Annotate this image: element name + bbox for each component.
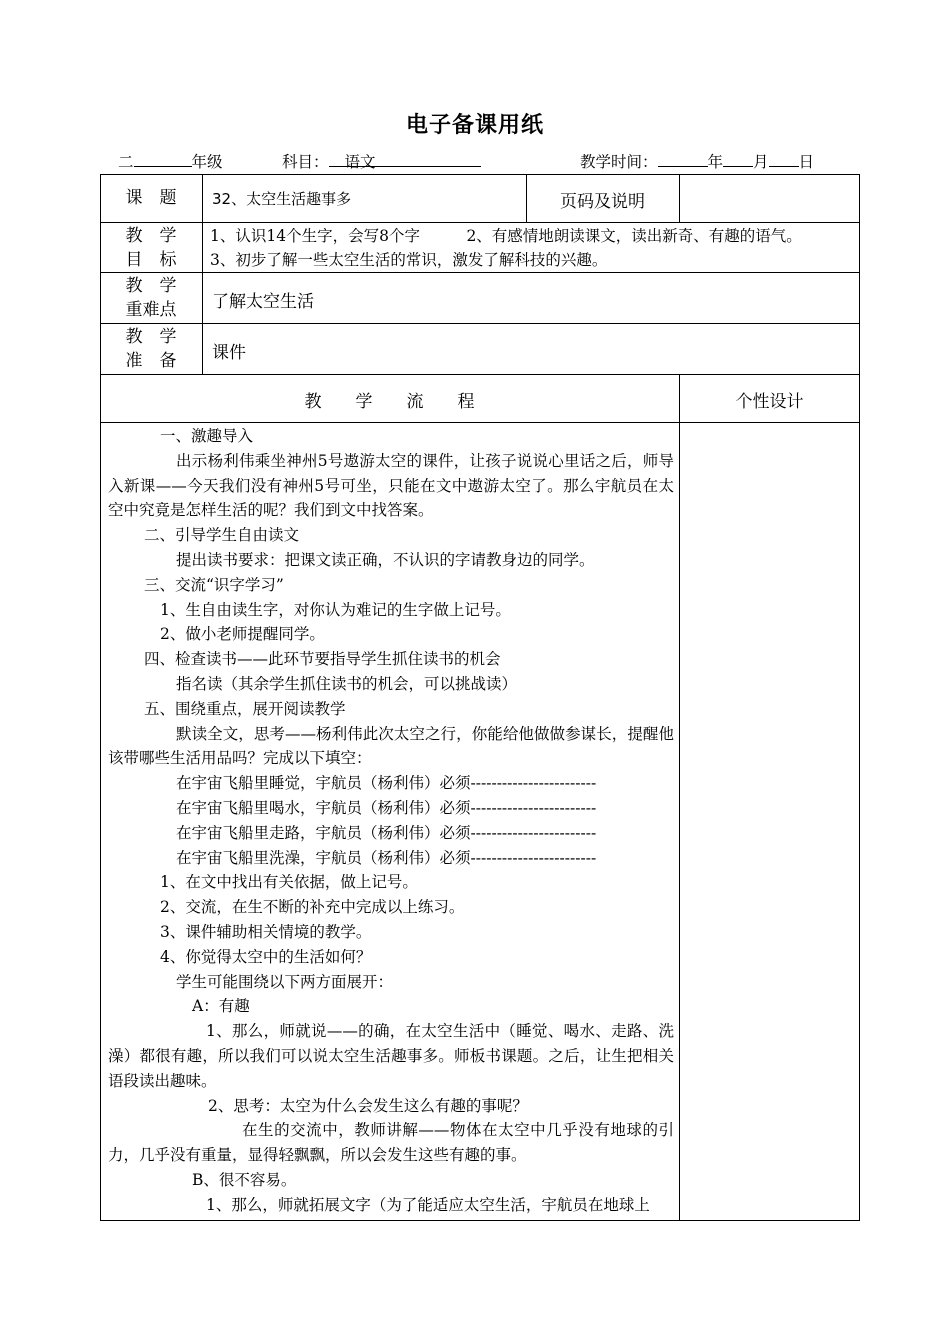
flow-heading: 四、检查读书——此环节要指导学生抓住读书的机会 bbox=[144, 650, 501, 669]
prep-label-line: 准 备 bbox=[125, 351, 177, 371]
flow-paragraph: 1、那么，师就拓展文字（为了能适应太空生活，宇航员在地球上 bbox=[206, 1195, 650, 1214]
subject-label: 科目： bbox=[282, 153, 329, 171]
flow-heading: 三、交流“识字学习” bbox=[144, 575, 284, 594]
day-blank[interactable] bbox=[769, 150, 799, 167]
month-label: 月 bbox=[753, 153, 769, 171]
teaching-flow bbox=[108, 424, 674, 1218]
flow-item: 1、在文中找出有关依据，做上记号。 bbox=[160, 873, 418, 892]
grade-field bbox=[118, 150, 223, 172]
year-label: 年 bbox=[707, 153, 724, 171]
key-label-line: 重难点 bbox=[125, 300, 177, 320]
flow-item: 3、课件辅助相关情境的教学。 bbox=[160, 922, 372, 941]
flow-paragraph: 学生可能围绕以下两方面展开： bbox=[176, 972, 394, 991]
goal-line: 3、初步了解一些太空生活的常识，激发了解科技的兴趣。 bbox=[210, 251, 608, 269]
flow-paragraph: 1、那么，师就说——的确，在太空生活中（睡觉、喝水、走路、洗澡）都很有趣，所以我们可以说太空生活趣事多。师板书课题。之后，让生把相关语段读出趣味。 bbox=[108, 1022, 674, 1090]
day-label: 日 bbox=[798, 153, 815, 171]
subject-blank[interactable] bbox=[329, 150, 481, 171]
page-divider bbox=[679, 174, 680, 222]
flow-paragraph: 默读全文，思考——杨利伟此次太空之行，你能给他做做参谋长，提醒他该带哪些生活用品吗？完成以下填空： bbox=[108, 724, 674, 768]
flow-subheading: A：有趣 bbox=[192, 997, 250, 1016]
flow-paragraph: 在生的交流中，教师讲解——物体在太空中几乎没有地球的引力，几乎没有重量，显得轻飘飘，所以会发生这些有趣的事。 bbox=[108, 1121, 674, 1165]
goal-line: 1、认识14个生字，会写8个字 2、有感情地朗读课文，读出新奇、有趣的语气。 bbox=[210, 227, 802, 245]
grade-prefix: 二 bbox=[118, 153, 134, 171]
topic-label: 课 题 bbox=[125, 188, 177, 208]
fill-in-line: 在宇宙飞船里喝水，宇航员（杨利伟）必须------------------------ bbox=[176, 798, 597, 817]
fill-in-line: 在宇宙飞船里走路，宇航员（杨利伟）必须------------------------ bbox=[176, 823, 597, 842]
goals-label-line: 教 学 bbox=[125, 226, 177, 246]
time-field bbox=[580, 150, 814, 172]
preparation-value: 课件 bbox=[212, 343, 246, 363]
flow-item: 2、交流，在生不断的补充中完成以上练习。 bbox=[160, 898, 465, 917]
row-divider bbox=[100, 222, 860, 223]
goals-value bbox=[210, 224, 802, 272]
label-column-divider bbox=[202, 174, 203, 374]
row-divider bbox=[100, 374, 860, 375]
key-label-line: 教 学 bbox=[125, 276, 177, 296]
prep-label-line: 教 学 bbox=[125, 327, 177, 347]
grade-blank[interactable] bbox=[134, 150, 192, 167]
grade-suffix: 年级 bbox=[191, 153, 223, 171]
row-divider bbox=[100, 323, 860, 324]
time-label: 教学时间： bbox=[580, 153, 658, 171]
topic-value: 32、太空生活趣事多 bbox=[212, 190, 352, 208]
flow-paragraph: 提出读书要求：把课文读正确，不认识的字请教身边的同学。 bbox=[176, 550, 595, 569]
preparation-label bbox=[100, 325, 202, 373]
page-title: 电子备课用纸 bbox=[405, 113, 544, 138]
fill-in-line: 在宇宙飞船里睡觉，宇航员（杨利伟）必须------------------------ bbox=[176, 774, 597, 793]
flow-item: 2、思考：太空为什么会发生这么有趣的事呢？ bbox=[208, 1096, 528, 1115]
flow-item: 2、做小老师提醒同学。 bbox=[160, 625, 325, 644]
design-notes-cell[interactable] bbox=[680, 423, 859, 1220]
flow-heading: 五、围绕重点，展开阅读教学 bbox=[144, 699, 346, 718]
subject-value: 语文 bbox=[344, 153, 376, 171]
flow-heading: 一、激趣导入 bbox=[160, 427, 254, 445]
row-divider bbox=[100, 272, 860, 273]
month-blank[interactable] bbox=[723, 150, 753, 167]
goals-label bbox=[100, 224, 202, 272]
key-points-value: 了解太空生活 bbox=[212, 292, 314, 312]
goals-label-line: 目 标 bbox=[125, 250, 177, 270]
flow-item: 1、生自由读生字，对你认为难记的生字做上记号。 bbox=[160, 600, 511, 619]
key-points-label bbox=[100, 274, 202, 322]
subject-field bbox=[282, 150, 481, 172]
page-label: 页码及说明 bbox=[560, 192, 645, 212]
flow-header: 教 学 流 程 bbox=[304, 392, 475, 412]
year-blank[interactable] bbox=[658, 150, 708, 167]
flow-subheading: B、很不容易。 bbox=[192, 1170, 297, 1189]
flow-item: 4、你觉得太空中的生活如何？ bbox=[160, 947, 372, 966]
design-header: 个性设计 bbox=[735, 392, 804, 412]
flow-heading: 二、引导学生自由读文 bbox=[144, 526, 300, 545]
fill-in-line: 在宇宙飞船里洗澡，宇航员（杨利伟）必须------------------------ bbox=[176, 848, 597, 867]
flow-paragraph: 出示杨利伟乘坐神州5号遨游太空的课件，让孩子说说心里话之后，师导入新课——今天我们没有神州5号可坐，只能在文中遨游太空了。那么宇航员在太空中究竟是怎样生活的呢？我们到文中找答案。 bbox=[108, 451, 674, 520]
flow-paragraph: 指名读（其余学生抓住读书的机会，可以挑战读） bbox=[176, 674, 518, 693]
